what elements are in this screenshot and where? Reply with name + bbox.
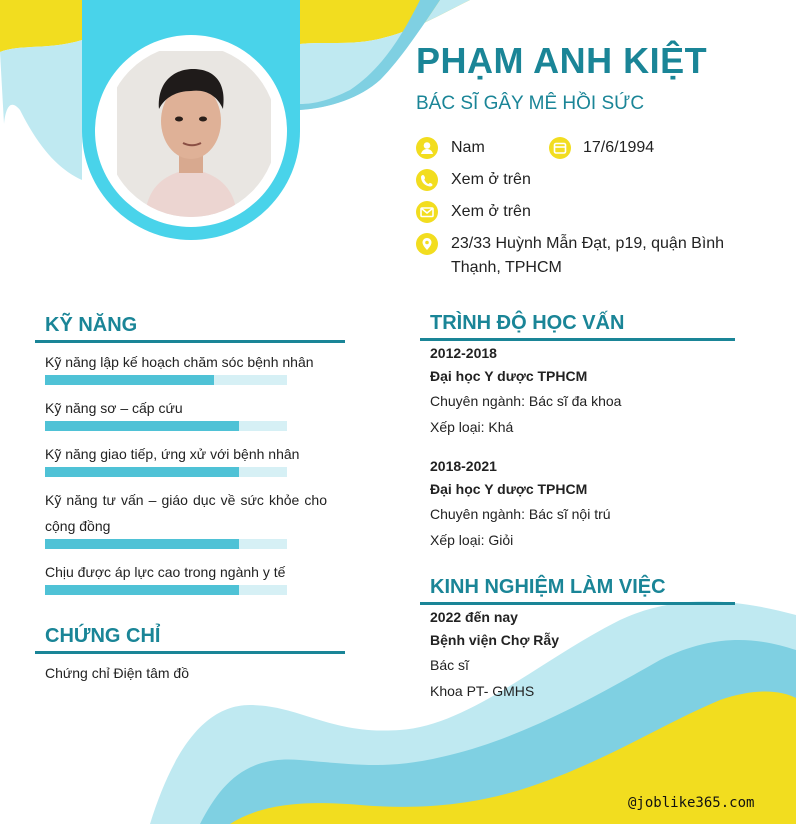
skill-bar [45, 539, 287, 549]
birthday-text: 17/6/1994 [583, 139, 655, 156]
skills-title: KỸ NĂNG [45, 314, 138, 336]
certificates-title: CHỨNG CHỈ [45, 625, 161, 647]
certificate-item: Chứng chỉ Điện tâm đồ [45, 665, 189, 681]
skill-bar-fill [45, 539, 239, 549]
experience-position: Bác sĩ [430, 657, 469, 673]
gender-text: Nam [451, 139, 485, 156]
candidate-name: PHẠM ANH KIỆT [416, 40, 708, 81]
user-icon [416, 137, 438, 159]
skill-bar-fill [45, 375, 214, 385]
skills-divider [35, 340, 345, 343]
skill-label: Kỹ năng sơ – cấp cứu [45, 400, 183, 416]
skill-label: Kỹ năng lập kế hoạch chăm sóc bệnh nhân [45, 354, 314, 370]
skill-bar-fill [45, 467, 239, 477]
certificates-divider [35, 651, 345, 654]
education-period: 2018-2021 [430, 458, 497, 474]
skill-label: Chịu được áp lực cao trong ngành y tế [45, 564, 286, 580]
education-grade: Xếp loại: Khá [430, 419, 514, 435]
experience-divider [420, 602, 735, 605]
profile-photo [105, 45, 277, 217]
experience-company: Bệnh viện Chợ Rẫy [430, 632, 559, 648]
calendar-icon [549, 137, 571, 159]
email-text: Xem ở trên [451, 203, 531, 220]
experience-department: Khoa PT- GMHS [430, 683, 535, 699]
education-divider [420, 338, 735, 341]
mail-icon [416, 201, 438, 223]
education-major: Chuyên ngành: Bác sĩ đa khoa [430, 393, 622, 409]
skill-bar [45, 421, 287, 431]
phone-icon [416, 169, 438, 191]
skill-bar [45, 467, 287, 477]
skill-bar-fill [45, 421, 239, 431]
education-grade: Xếp loại: Giỏi [430, 532, 514, 548]
address-text: 23/33 Huỳnh Mẫn Đạt, p19, quận Bình Thạnh, TPHCM [451, 235, 725, 276]
watermark-text: @joblike365.com [628, 795, 755, 811]
skill-label: Kỹ năng giao tiếp, ứng xử với bệnh nhân [45, 446, 300, 462]
education-school: Đại học Y dược TPHCM [430, 481, 588, 497]
skill-bar-fill [45, 585, 239, 595]
education-title: TRÌNH ĐỘ HỌC VẤN [430, 312, 625, 334]
phone-text: Xem ở trên [451, 171, 531, 188]
education-period: 2012-2018 [430, 345, 497, 361]
education-school: Đại học Y dược TPHCM [430, 368, 588, 384]
location-icon [416, 233, 438, 255]
experience-period: 2022 đến nay [430, 609, 518, 625]
skill-label: Kỹ năng tư vấn – giáo dục về sức khỏe cho cộng đồng [45, 492, 327, 534]
skill-bar [45, 375, 287, 385]
education-major: Chuyên ngành: Bác sĩ nội trú [430, 506, 611, 522]
skill-bar [45, 585, 287, 595]
experience-title: KINH NGHIỆM LÀM VIỆC [430, 576, 666, 598]
candidate-role: BÁC SĨ GÂY MÊ HỒI SỨC [416, 93, 645, 114]
